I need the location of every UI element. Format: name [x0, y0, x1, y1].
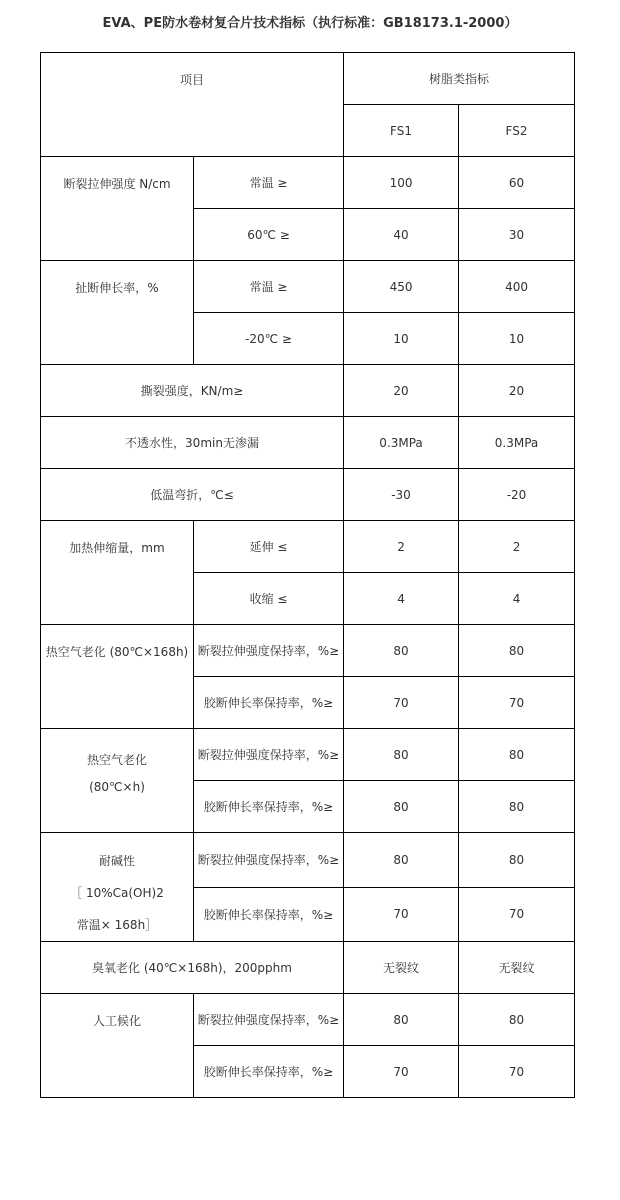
- cell-fs2: 20: [459, 365, 575, 417]
- cell-fs1: 80: [344, 729, 459, 781]
- cell-fs1: -30: [344, 469, 459, 521]
- cell-fs1: 20: [344, 365, 459, 417]
- table-row: [41, 365, 575, 417]
- table-row: [41, 942, 575, 994]
- row-name: 加热伸缩量，mm: [41, 521, 194, 625]
- header-fs2: FS2: [459, 105, 575, 157]
- table-row: [41, 417, 575, 469]
- cell-fs1: 70: [344, 1046, 459, 1098]
- row-name: 断裂拉伸强度 N/cm: [41, 157, 194, 261]
- row-name-line: 常温× 168h］: [76, 918, 158, 932]
- row-name: 低温弯折，℃≤: [41, 469, 344, 521]
- header-fs1: FS1: [344, 105, 459, 157]
- table-row: [41, 53, 575, 105]
- table-row: [41, 729, 575, 781]
- row-name: [41, 729, 194, 833]
- row-name: 扯断伸长率，%: [41, 261, 194, 365]
- cell-fs2: 10: [459, 313, 575, 365]
- cell-fs2: 60: [459, 157, 575, 209]
- table-row: [41, 261, 575, 313]
- cell-fs2: 70: [459, 887, 575, 942]
- table-row: [41, 157, 575, 209]
- cell-fs1: 80: [344, 833, 459, 888]
- spec-table: [40, 52, 575, 1098]
- row-sub: 延伸 ≤: [194, 521, 344, 573]
- row-name: 撕裂强度，KN/m≥: [41, 365, 344, 417]
- row-name-line: 耐碱性: [98, 854, 135, 868]
- table-row: [41, 469, 575, 521]
- cell-fs2: 无裂纹: [459, 942, 575, 994]
- row-sub: 断裂拉伸强度保持率，%≥: [194, 833, 344, 888]
- cell-fs1: 10: [344, 313, 459, 365]
- cell-fs2: 0.3MPa: [459, 417, 575, 469]
- row-sub: 断裂拉伸强度保持率，%≥: [194, 729, 344, 781]
- header-item: 项目: [41, 53, 344, 157]
- row-sub: 60℃ ≥: [194, 209, 344, 261]
- cell-fs2: 70: [459, 677, 575, 729]
- cell-fs2: 4: [459, 573, 575, 625]
- cell-fs1: 450: [344, 261, 459, 313]
- cell-fs2: 70: [459, 1046, 575, 1098]
- cell-fs1: 0.3MPa: [344, 417, 459, 469]
- row-sub: 断裂拉伸强度保持率，%≥: [194, 994, 344, 1046]
- cell-fs2: 80: [459, 625, 575, 677]
- cell-fs1: 80: [344, 625, 459, 677]
- row-sub: 常温 ≥: [194, 157, 344, 209]
- cell-fs1: 100: [344, 157, 459, 209]
- row-sub: 胶断伸长率保持率，%≥: [194, 1046, 344, 1098]
- page-title: EVA、PE防水卷材复合片技术指标（执行标准：GB18173.1-2000）: [102, 16, 518, 31]
- cell-fs1: 80: [344, 781, 459, 833]
- cell-fs2: 400: [459, 261, 575, 313]
- row-name: [41, 833, 194, 942]
- cell-fs1: 80: [344, 994, 459, 1046]
- row-sub: 常温 ≥: [194, 261, 344, 313]
- cell-fs1: 70: [344, 887, 459, 942]
- row-name-line: ［ 10%Ca(OH)2: [70, 886, 164, 900]
- row-sub: 胶断伸长率保持率，%≥: [194, 677, 344, 729]
- row-name-line: (80℃×h): [89, 780, 145, 794]
- row-sub: -20℃ ≥: [194, 313, 344, 365]
- cell-fs1: 40: [344, 209, 459, 261]
- cell-fs2: 30: [459, 209, 575, 261]
- row-name: 热空气老化 (80℃×168h): [41, 625, 194, 729]
- row-sub: 断裂拉伸强度保持率，%≥: [194, 625, 344, 677]
- row-name: 不透水性，30min无渗漏: [41, 417, 344, 469]
- row-sub: 胶断伸长率保持率，%≥: [194, 887, 344, 942]
- table-row: [41, 994, 575, 1046]
- cell-fs2: 80: [459, 833, 575, 888]
- cell-fs2: 80: [459, 729, 575, 781]
- cell-fs1: 2: [344, 521, 459, 573]
- cell-fs2: -20: [459, 469, 575, 521]
- cell-fs1: 4: [344, 573, 459, 625]
- table-row: [41, 625, 575, 677]
- cell-fs1: 70: [344, 677, 459, 729]
- cell-fs1: 无裂纹: [344, 942, 459, 994]
- cell-fs2: 80: [459, 994, 575, 1046]
- row-name: 臭氧老化 (40℃×168h)，200pphm: [41, 942, 344, 994]
- row-name: 人工候化: [41, 994, 194, 1098]
- row-name-line: 热空气老化: [86, 753, 147, 767]
- cell-fs2: 2: [459, 521, 575, 573]
- cell-fs2: 80: [459, 781, 575, 833]
- row-sub: 收缩 ≤: [194, 573, 344, 625]
- table-row: [41, 833, 575, 888]
- row-sub: 胶断伸长率保持率，%≥: [194, 781, 344, 833]
- header-group: 树脂类指标: [344, 53, 575, 105]
- table-row: [41, 521, 575, 573]
